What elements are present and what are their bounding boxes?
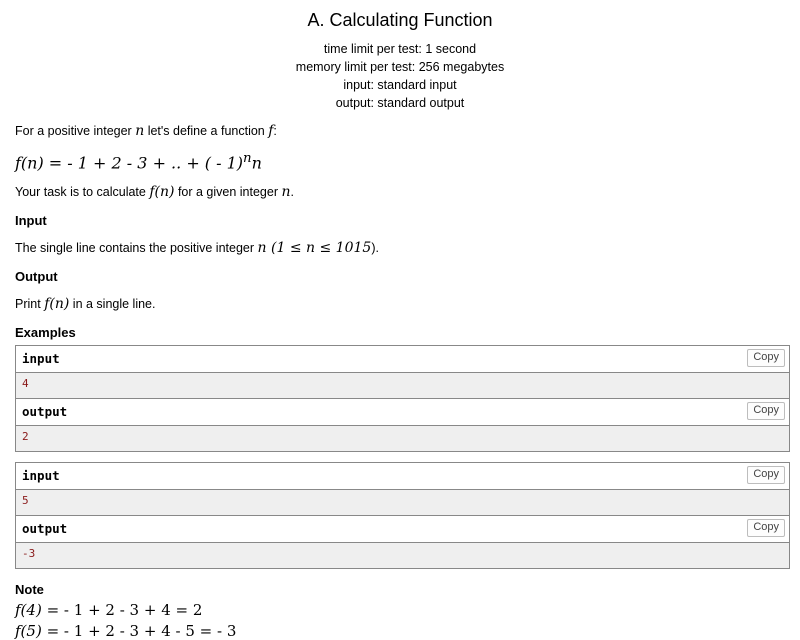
sample-output-content[interactable]: -3 bbox=[16, 543, 789, 568]
sample-input-title bbox=[16, 346, 789, 373]
legend-intro-prefix: For a positive integer bbox=[15, 124, 136, 138]
legend-intro-suffix: let's define a function bbox=[144, 124, 269, 138]
sample-output-block bbox=[15, 398, 790, 452]
output-specification bbox=[0, 269, 800, 312]
output-specification-text bbox=[15, 296, 790, 312]
page-title: A. Calculating Function bbox=[307, 10, 493, 30]
sample-input-label: input bbox=[22, 351, 60, 367]
examples-section bbox=[0, 325, 800, 341]
problem-legend bbox=[0, 123, 800, 200]
sample-output-title bbox=[16, 516, 789, 543]
note-body: = - 1 + 2 - 3 + 4 = 2 bbox=[41, 601, 203, 620]
task-middle: for a given integer bbox=[174, 185, 282, 200]
sample-input-block bbox=[15, 345, 790, 398]
note-body: = - 1 + 2 - 3 + 4 - 5 = - 3 bbox=[41, 622, 237, 640]
task-function: f(n) bbox=[149, 184, 175, 201]
note-section-title: Note bbox=[15, 582, 44, 598]
input-specification bbox=[0, 213, 800, 256]
task-variable: n bbox=[281, 184, 291, 201]
task-suffix: . bbox=[290, 185, 294, 200]
constraint-open: (1 ≤ bbox=[266, 240, 306, 257]
problem-header bbox=[0, 0, 800, 112]
sample-input-label: input bbox=[22, 468, 60, 484]
copy-output-button[interactable]: Copy bbox=[747, 402, 785, 420]
output-function: f(n) bbox=[44, 296, 70, 313]
constraint-exponent: 15 bbox=[353, 240, 372, 257]
input-variable: n bbox=[257, 240, 267, 257]
sample-output-label: output bbox=[22, 404, 68, 420]
examples-section-title: Examples bbox=[15, 325, 76, 341]
sample-test bbox=[15, 345, 790, 452]
output-text-suffix: in a single line. bbox=[69, 297, 156, 312]
legend-task-paragraph bbox=[15, 184, 790, 200]
input-text-prefix: The single line contains the positive integer bbox=[15, 241, 258, 256]
sample-output-content[interactable]: 2 bbox=[16, 426, 789, 451]
legend-intro-paragraph bbox=[15, 123, 790, 139]
copy-input-button[interactable]: Copy bbox=[747, 466, 785, 484]
sample-tests bbox=[0, 345, 800, 569]
sample-input-block bbox=[15, 462, 790, 515]
formula-main: f(n) = - 1 + 2 - 3 + .. + ( - 1) bbox=[15, 153, 244, 173]
output-section-title: Output bbox=[15, 269, 58, 285]
output-text-prefix: Print bbox=[15, 297, 45, 312]
note-line bbox=[15, 622, 790, 640]
legend-intro-function: f bbox=[268, 123, 274, 139]
sample-test bbox=[15, 462, 790, 569]
sample-input-content[interactable]: 5 bbox=[16, 490, 789, 515]
sample-output-block bbox=[15, 515, 790, 569]
memory-limit-property: memory limit per test: 256 megabytes bbox=[295, 60, 505, 74]
sample-input-content[interactable]: 4 bbox=[16, 373, 789, 398]
input-section-title: Input bbox=[15, 213, 47, 229]
legend-intro-variable: n bbox=[135, 123, 145, 139]
legend-intro-colon: : bbox=[273, 124, 277, 138]
time-limit-property: time limit per test: 1 second bbox=[323, 42, 477, 56]
copy-output-button[interactable]: Copy bbox=[747, 519, 785, 537]
formula-tail: n bbox=[251, 153, 262, 173]
sample-input-title bbox=[16, 463, 789, 490]
constraint-variable: n bbox=[306, 240, 316, 257]
sample-output-label: output bbox=[22, 521, 68, 537]
task-prefix: Your task is to calculate bbox=[15, 185, 150, 200]
note-line bbox=[15, 601, 790, 619]
constraint-close: ). bbox=[371, 241, 379, 256]
note-section bbox=[0, 582, 800, 640]
note-function: f(5) bbox=[15, 622, 42, 640]
formula-exponent: n bbox=[243, 151, 252, 166]
function-definition-formula bbox=[15, 149, 790, 173]
sample-output-title bbox=[16, 399, 789, 426]
input-specification-text bbox=[15, 240, 790, 256]
constraint-upper: ≤ 10 bbox=[315, 240, 354, 257]
copy-input-button[interactable]: Copy bbox=[747, 349, 785, 367]
input-file-property: input: standard input bbox=[343, 78, 457, 92]
note-function: f(4) bbox=[15, 601, 42, 620]
output-file-property: output: standard output bbox=[335, 96, 465, 110]
